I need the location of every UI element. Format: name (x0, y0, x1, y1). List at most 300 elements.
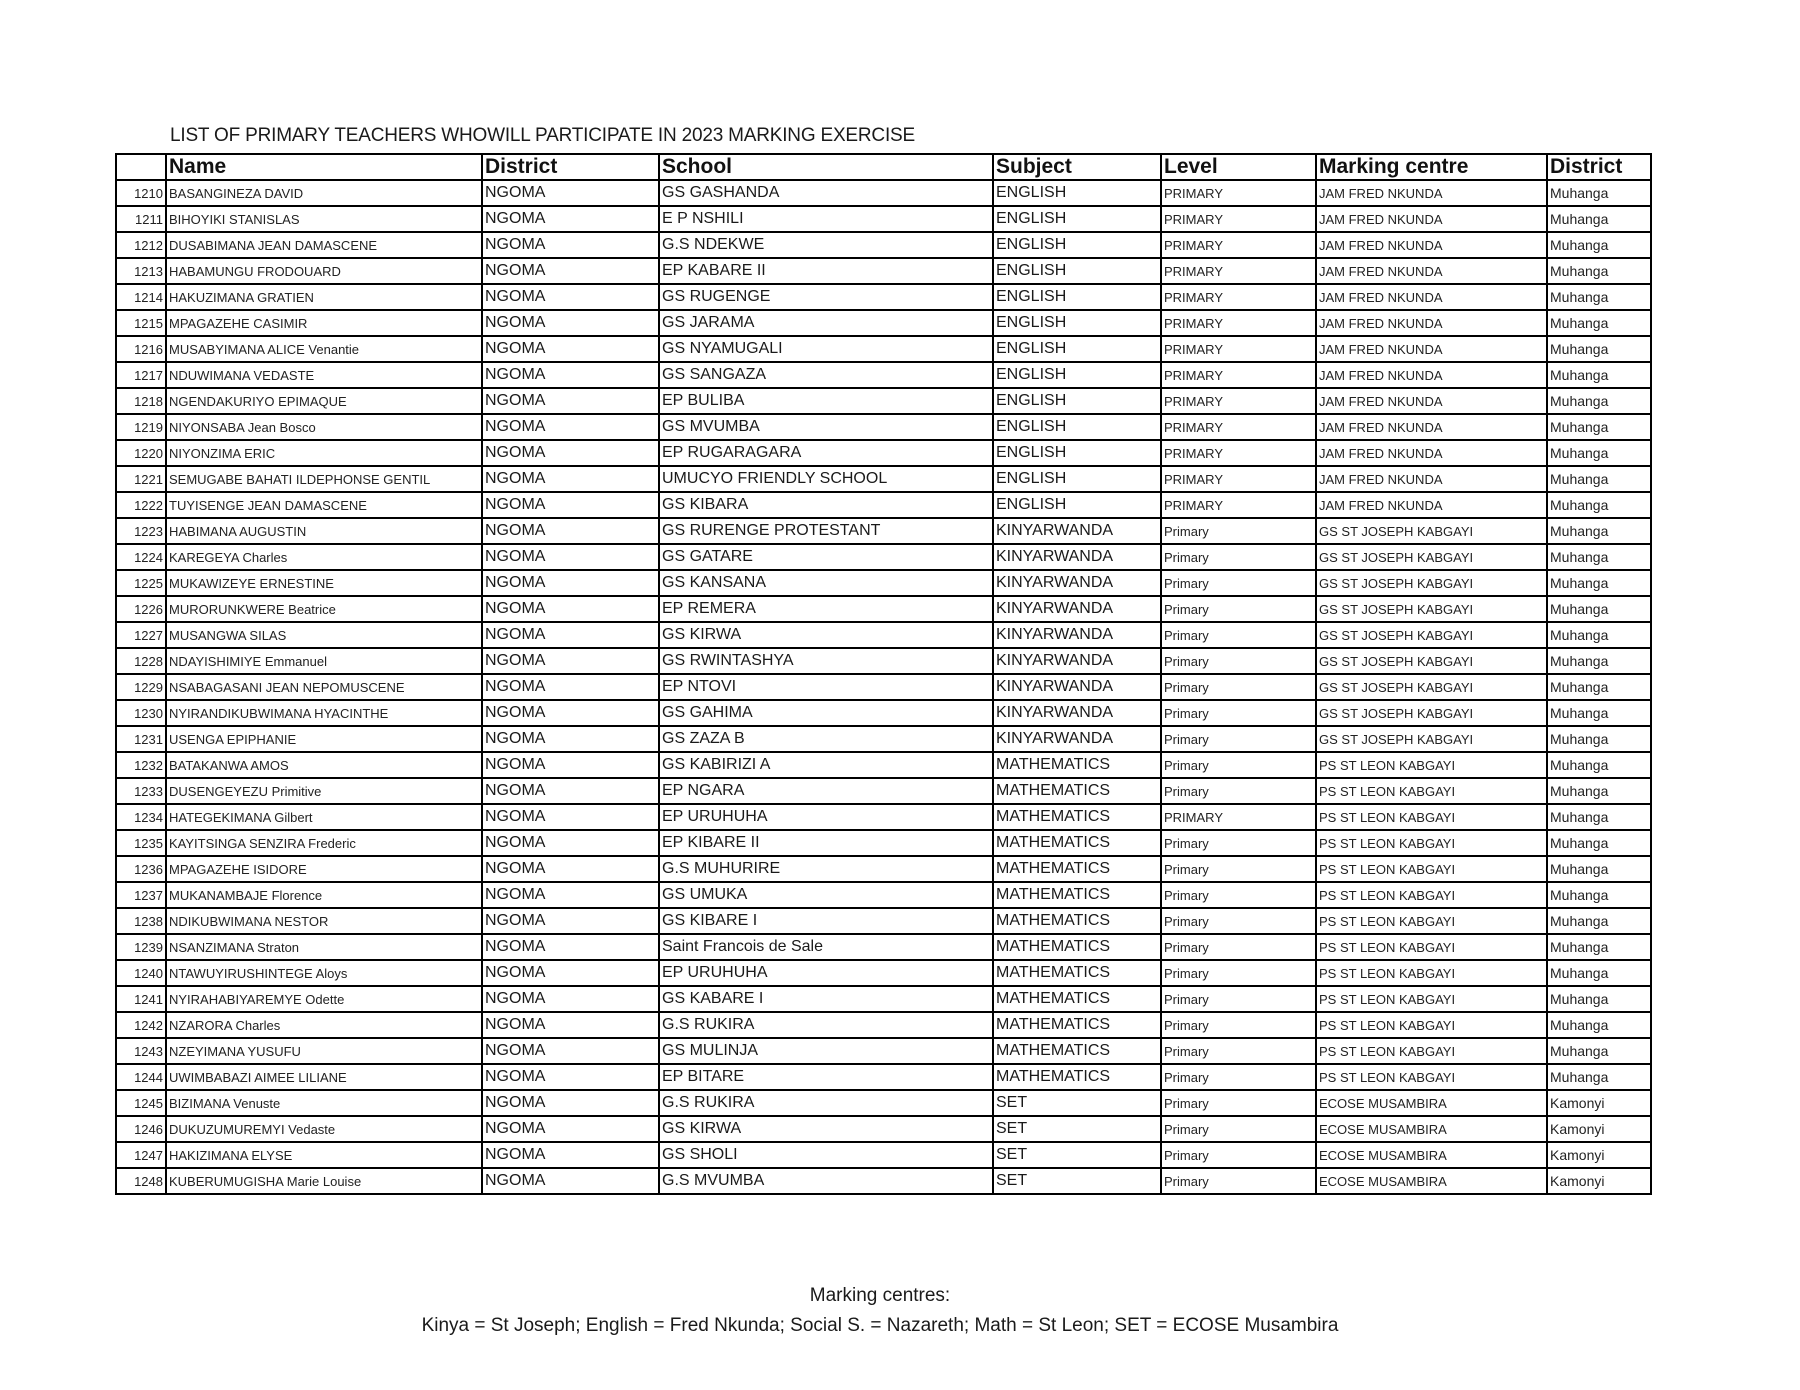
cell-district: NGOMA (482, 986, 659, 1012)
cell-row-number: 1220 (116, 440, 166, 466)
cell-name: MUSANGWA SILAS (166, 622, 482, 648)
cell-marking-centre: ECOSE MUSAMBIRA (1316, 1168, 1547, 1194)
cell-marking-centre: JAM FRED NKUNDA (1316, 258, 1547, 284)
cell-district: NGOMA (482, 466, 659, 492)
cell-level: PRIMARY (1161, 336, 1316, 362)
table-row (116, 284, 1651, 310)
cell-school: GS SHOLI (659, 1142, 993, 1168)
cell-marking-centre: PS ST LEON KABGAYI (1316, 960, 1547, 986)
table-row (116, 1168, 1651, 1194)
cell-marking-centre: GS ST JOSEPH KABGAYI (1316, 648, 1547, 674)
cell-district: NGOMA (482, 934, 659, 960)
cell-level: Primary (1161, 882, 1316, 908)
cell-subject: MATHEMATICS (993, 986, 1161, 1012)
cell-district: NGOMA (482, 1038, 659, 1064)
cell-row-number: 1226 (116, 596, 166, 622)
cell-marking-centre: JAM FRED NKUNDA (1316, 310, 1547, 336)
cell-school: Saint Francois de Sale (659, 934, 993, 960)
cell-name: NYIRAHABIYAREMYE Odette (166, 986, 482, 1012)
cell-name: HAKUZIMANA GRATIEN (166, 284, 482, 310)
footer-heading: Marking centres: (809, 1285, 951, 1306)
cell-level: PRIMARY (1161, 310, 1316, 336)
cell-subject: MATHEMATICS (993, 960, 1161, 986)
cell-school: GS MULINJA (659, 1038, 993, 1064)
table-row (116, 570, 1651, 596)
cell-row-number: 1237 (116, 882, 166, 908)
cell-school: EP NGARA (659, 778, 993, 804)
cell-centre-district: Muhanga (1547, 310, 1651, 336)
cell-subject: MATHEMATICS (993, 778, 1161, 804)
cell-level: PRIMARY (1161, 804, 1316, 830)
cell-level: PRIMARY (1161, 284, 1316, 310)
table-row (116, 674, 1651, 700)
cell-centre-district: Muhanga (1547, 882, 1651, 908)
cell-level: Primary (1161, 518, 1316, 544)
cell-district: NGOMA (482, 804, 659, 830)
cell-district: NGOMA (482, 206, 659, 232)
table-row (116, 1038, 1651, 1064)
cell-district: NGOMA (482, 1116, 659, 1142)
cell-centre-district: Muhanga (1547, 466, 1651, 492)
cell-level: PRIMARY (1161, 492, 1316, 518)
cell-level: Primary (1161, 726, 1316, 752)
header-centre-district: District (1547, 154, 1651, 180)
table-row (116, 310, 1651, 336)
cell-name: MPAGAZEHE CASIMIR (166, 310, 482, 336)
cell-level: Primary (1161, 1090, 1316, 1116)
cell-subject: KINYARWANDA (993, 674, 1161, 700)
cell-row-number: 1242 (116, 1012, 166, 1038)
cell-centre-district: Muhanga (1547, 570, 1651, 596)
cell-school: GS UMUKA (659, 882, 993, 908)
cell-row-number: 1212 (116, 232, 166, 258)
cell-centre-district: Muhanga (1547, 674, 1651, 700)
cell-subject: KINYARWANDA (993, 622, 1161, 648)
cell-name: NDUWIMANA VEDASTE (166, 362, 482, 388)
cell-marking-centre: PS ST LEON KABGAYI (1316, 856, 1547, 882)
cell-name: HABAMUNGU FRODOUARD (166, 258, 482, 284)
cell-marking-centre: GS ST JOSEPH KABGAYI (1316, 544, 1547, 570)
table-row (116, 908, 1651, 934)
cell-school: GS SANGAZA (659, 362, 993, 388)
cell-row-number: 1218 (116, 388, 166, 414)
cell-name: NDAYISHIMIYE Emmanuel (166, 648, 482, 674)
cell-school: GS KABIRIZI A (659, 752, 993, 778)
cell-district: NGOMA (482, 596, 659, 622)
cell-subject: SET (993, 1116, 1161, 1142)
cell-row-number: 1240 (116, 960, 166, 986)
cell-marking-centre: GS ST JOSEPH KABGAYI (1316, 674, 1547, 700)
table-row (116, 336, 1651, 362)
cell-subject: ENGLISH (993, 180, 1161, 206)
cell-marking-centre: GS ST JOSEPH KABGAYI (1316, 570, 1547, 596)
cell-subject: MATHEMATICS (993, 934, 1161, 960)
cell-school: GS KIBARA (659, 492, 993, 518)
cell-row-number: 1222 (116, 492, 166, 518)
cell-marking-centre: JAM FRED NKUNDA (1316, 336, 1547, 362)
cell-district: NGOMA (482, 1090, 659, 1116)
cell-centre-district: Kamonyi (1547, 1116, 1651, 1142)
cell-centre-district: Muhanga (1547, 986, 1651, 1012)
cell-school: EP REMERA (659, 596, 993, 622)
cell-level: PRIMARY (1161, 440, 1316, 466)
cell-name: DUSENGEYEZU Primitive (166, 778, 482, 804)
cell-subject: MATHEMATICS (993, 908, 1161, 934)
cell-name: NDIKUBWIMANA NESTOR (166, 908, 482, 934)
cell-centre-district: Muhanga (1547, 622, 1651, 648)
cell-row-number: 1238 (116, 908, 166, 934)
cell-level: Primary (1161, 674, 1316, 700)
cell-centre-district: Muhanga (1547, 752, 1651, 778)
cell-row-number: 1233 (116, 778, 166, 804)
cell-school: GS MVUMBA (659, 414, 993, 440)
cell-district: NGOMA (482, 960, 659, 986)
cell-row-number: 1213 (116, 258, 166, 284)
cell-row-number: 1221 (116, 466, 166, 492)
cell-subject: SET (993, 1142, 1161, 1168)
cell-school: G.S MUHURIRE (659, 856, 993, 882)
cell-subject: KINYARWANDA (993, 570, 1161, 596)
cell-subject: ENGLISH (993, 388, 1161, 414)
cell-district: NGOMA (482, 284, 659, 310)
table-row (116, 232, 1651, 258)
table-row (116, 752, 1651, 778)
cell-subject: KINYARWANDA (993, 726, 1161, 752)
cell-subject: KINYARWANDA (993, 518, 1161, 544)
cell-subject: KINYARWANDA (993, 700, 1161, 726)
table-row (116, 1116, 1651, 1142)
cell-district: NGOMA (482, 570, 659, 596)
cell-centre-district: Muhanga (1547, 1012, 1651, 1038)
cell-level: Primary (1161, 1012, 1316, 1038)
cell-subject: MATHEMATICS (993, 1012, 1161, 1038)
cell-name: NGENDAKURIYO EPIMAQUE (166, 388, 482, 414)
cell-subject: SET (993, 1090, 1161, 1116)
table-row (116, 700, 1651, 726)
cell-name: BASANGINEZA DAVID (166, 180, 482, 206)
cell-subject: SET (993, 1168, 1161, 1194)
cell-name: KAYITSINGA SENZIRA Frederic (166, 830, 482, 856)
cell-name: USENGA EPIPHANIE (166, 726, 482, 752)
cell-marking-centre: ECOSE MUSAMBIRA (1316, 1116, 1547, 1142)
cell-row-number: 1223 (116, 518, 166, 544)
cell-name: DUKUZUMUREMYI Vedaste (166, 1116, 482, 1142)
header-name: Name (166, 154, 482, 180)
cell-district: NGOMA (482, 518, 659, 544)
cell-subject: MATHEMATICS (993, 752, 1161, 778)
cell-name: HABIMANA AUGUSTIN (166, 518, 482, 544)
cell-school: GS RUGENGE (659, 284, 993, 310)
cell-district: NGOMA (482, 440, 659, 466)
cell-subject: MATHEMATICS (993, 804, 1161, 830)
cell-marking-centre: JAM FRED NKUNDA (1316, 492, 1547, 518)
cell-marking-centre: PS ST LEON KABGAYI (1316, 882, 1547, 908)
cell-marking-centre: PS ST LEON KABGAYI (1316, 1012, 1547, 1038)
cell-school: GS KANSANA (659, 570, 993, 596)
cell-name: KAREGEYA Charles (166, 544, 482, 570)
cell-row-number: 1224 (116, 544, 166, 570)
cell-school: GS KIRWA (659, 1116, 993, 1142)
cell-centre-district: Muhanga (1547, 726, 1651, 752)
cell-row-number: 1231 (116, 726, 166, 752)
cell-row-number: 1215 (116, 310, 166, 336)
cell-level: Primary (1161, 544, 1316, 570)
cell-centre-district: Muhanga (1547, 492, 1651, 518)
table-body (116, 180, 1651, 1194)
cell-district: NGOMA (482, 388, 659, 414)
cell-school: GS RURENGE PROTESTANT (659, 518, 993, 544)
cell-subject: MATHEMATICS (993, 830, 1161, 856)
cell-row-number: 1232 (116, 752, 166, 778)
cell-district: NGOMA (482, 752, 659, 778)
cell-level: Primary (1161, 648, 1316, 674)
cell-district: NGOMA (482, 310, 659, 336)
table-row (116, 1142, 1651, 1168)
cell-marking-centre: JAM FRED NKUNDA (1316, 466, 1547, 492)
cell-centre-district: Muhanga (1547, 778, 1651, 804)
cell-district: NGOMA (482, 830, 659, 856)
cell-centre-district: Muhanga (1547, 856, 1651, 882)
cell-row-number: 1239 (116, 934, 166, 960)
cell-name: NIYONSABA Jean Bosco (166, 414, 482, 440)
cell-marking-centre: GS ST JOSEPH KABGAYI (1316, 622, 1547, 648)
cell-district: NGOMA (482, 492, 659, 518)
cell-level: Primary (1161, 1116, 1316, 1142)
cell-level: PRIMARY (1161, 362, 1316, 388)
cell-marking-centre: JAM FRED NKUNDA (1316, 180, 1547, 206)
table-row (116, 726, 1651, 752)
cell-district: NGOMA (482, 1168, 659, 1194)
cell-subject: KINYARWANDA (993, 544, 1161, 570)
cell-subject: MATHEMATICS (993, 882, 1161, 908)
table-row (116, 830, 1651, 856)
cell-row-number: 1210 (116, 180, 166, 206)
table-row (116, 388, 1651, 414)
cell-school: E P NSHILI (659, 206, 993, 232)
cell-centre-district: Muhanga (1547, 388, 1651, 414)
cell-level: Primary (1161, 934, 1316, 960)
cell-name: MUKANAMBAJE Florence (166, 882, 482, 908)
cell-marking-centre: JAM FRED NKUNDA (1316, 284, 1547, 310)
cell-row-number: 1236 (116, 856, 166, 882)
cell-subject: ENGLISH (993, 206, 1161, 232)
cell-marking-centre: GS ST JOSEPH KABGAYI (1316, 596, 1547, 622)
cell-centre-district: Muhanga (1547, 544, 1651, 570)
table-row (116, 440, 1651, 466)
cell-marking-centre: ECOSE MUSAMBIRA (1316, 1142, 1547, 1168)
cell-school: EP URUHUHA (659, 804, 993, 830)
cell-subject: ENGLISH (993, 284, 1161, 310)
cell-row-number: 1234 (116, 804, 166, 830)
cell-district: NGOMA (482, 362, 659, 388)
header-subject: Subject (993, 154, 1161, 180)
cell-school: GS KIRWA (659, 622, 993, 648)
cell-row-number: 1244 (116, 1064, 166, 1090)
table-row (116, 596, 1651, 622)
cell-level: Primary (1161, 570, 1316, 596)
cell-marking-centre: GS ST JOSEPH KABGAYI (1316, 518, 1547, 544)
cell-marking-centre: ECOSE MUSAMBIRA (1316, 1090, 1547, 1116)
cell-subject: MATHEMATICS (993, 856, 1161, 882)
cell-marking-centre: JAM FRED NKUNDA (1316, 414, 1547, 440)
cell-level: Primary (1161, 1064, 1316, 1090)
cell-marking-centre: GS ST JOSEPH KABGAYI (1316, 726, 1547, 752)
cell-level: Primary (1161, 856, 1316, 882)
cell-school: G.S MVUMBA (659, 1168, 993, 1194)
cell-name: TUYISENGE JEAN DAMASCENE (166, 492, 482, 518)
cell-level: PRIMARY (1161, 258, 1316, 284)
cell-row-number: 1211 (116, 206, 166, 232)
table-row (116, 934, 1651, 960)
cell-row-number: 1228 (116, 648, 166, 674)
cell-subject: ENGLISH (993, 310, 1161, 336)
cell-district: NGOMA (482, 544, 659, 570)
header-marking-centre: Marking centre (1316, 154, 1547, 180)
cell-marking-centre: GS ST JOSEPH KABGAYI (1316, 700, 1547, 726)
cell-centre-district: Muhanga (1547, 1064, 1651, 1090)
cell-subject: ENGLISH (993, 414, 1161, 440)
cell-marking-centre: JAM FRED NKUNDA (1316, 440, 1547, 466)
cell-subject: ENGLISH (993, 258, 1161, 284)
cell-school: GS KIBARE I (659, 908, 993, 934)
cell-centre-district: Kamonyi (1547, 1142, 1651, 1168)
cell-district: NGOMA (482, 882, 659, 908)
cell-district: NGOMA (482, 648, 659, 674)
table-row (116, 362, 1651, 388)
cell-name: MPAGAZEHE ISIDORE (166, 856, 482, 882)
cell-district: NGOMA (482, 674, 659, 700)
cell-level: Primary (1161, 1142, 1316, 1168)
cell-level: Primary (1161, 1168, 1316, 1194)
cell-school: GS GATARE (659, 544, 993, 570)
table-row (116, 492, 1651, 518)
cell-centre-district: Muhanga (1547, 596, 1651, 622)
table-row (116, 258, 1651, 284)
cell-centre-district: Muhanga (1547, 830, 1651, 856)
cell-row-number: 1217 (116, 362, 166, 388)
cell-level: PRIMARY (1161, 466, 1316, 492)
cell-row-number: 1245 (116, 1090, 166, 1116)
cell-name: MURORUNKWERE Beatrice (166, 596, 482, 622)
cell-marking-centre: PS ST LEON KABGAYI (1316, 1064, 1547, 1090)
cell-level: Primary (1161, 830, 1316, 856)
cell-centre-district: Muhanga (1547, 232, 1651, 258)
cell-district: NGOMA (482, 336, 659, 362)
cell-marking-centre: JAM FRED NKUNDA (1316, 232, 1547, 258)
table-row (116, 648, 1651, 674)
cell-marking-centre: PS ST LEON KABGAYI (1316, 830, 1547, 856)
cell-marking-centre: PS ST LEON KABGAYI (1316, 778, 1547, 804)
cell-row-number: 1243 (116, 1038, 166, 1064)
cell-centre-district: Muhanga (1547, 284, 1651, 310)
cell-district: NGOMA (482, 1142, 659, 1168)
cell-row-number: 1229 (116, 674, 166, 700)
cell-level: Primary (1161, 700, 1316, 726)
cell-name: NZEYIMANA YUSUFU (166, 1038, 482, 1064)
cell-level: Primary (1161, 986, 1316, 1012)
cell-centre-district: Muhanga (1547, 1038, 1651, 1064)
cell-row-number: 1230 (116, 700, 166, 726)
cell-name: DUSABIMANA JEAN DAMASCENE (166, 232, 482, 258)
cell-marking-centre: PS ST LEON KABGAYI (1316, 804, 1547, 830)
cell-marking-centre: PS ST LEON KABGAYI (1316, 752, 1547, 778)
cell-name: BIZIMANA Venuste (166, 1090, 482, 1116)
cell-level: PRIMARY (1161, 414, 1316, 440)
cell-subject: ENGLISH (993, 232, 1161, 258)
cell-school: UMUCYO FRIENDLY SCHOOL (659, 466, 993, 492)
cell-name: KUBERUMUGISHA Marie Louise (166, 1168, 482, 1194)
table-row (116, 466, 1651, 492)
cell-row-number: 1225 (116, 570, 166, 596)
cell-district: NGOMA (482, 700, 659, 726)
table-row (116, 778, 1651, 804)
cell-centre-district: Muhanga (1547, 518, 1651, 544)
cell-school: EP KABARE II (659, 258, 993, 284)
cell-school: EP URUHUHA (659, 960, 993, 986)
cell-school: G.S NDEKWE (659, 232, 993, 258)
cell-subject: MATHEMATICS (993, 1038, 1161, 1064)
cell-level: Primary (1161, 778, 1316, 804)
cell-level: Primary (1161, 752, 1316, 778)
cell-level: Primary (1161, 596, 1316, 622)
cell-centre-district: Muhanga (1547, 414, 1651, 440)
cell-centre-district: Muhanga (1547, 206, 1651, 232)
cell-name: NYIRANDIKUBWIMANA HYACINTHE (166, 700, 482, 726)
cell-district: NGOMA (482, 622, 659, 648)
cell-school: EP NTOVI (659, 674, 993, 700)
cell-centre-district: Muhanga (1547, 700, 1651, 726)
cell-level: PRIMARY (1161, 388, 1316, 414)
cell-level: PRIMARY (1161, 232, 1316, 258)
cell-school: GS GAHIMA (659, 700, 993, 726)
cell-centre-district: Muhanga (1547, 960, 1651, 986)
cell-marking-centre: PS ST LEON KABGAYI (1316, 934, 1547, 960)
cell-marking-centre: PS ST LEON KABGAYI (1316, 908, 1547, 934)
cell-school: EP BULIBA (659, 388, 993, 414)
cell-level: Primary (1161, 908, 1316, 934)
cell-name: BATAKANWA AMOS (166, 752, 482, 778)
cell-centre-district: Kamonyi (1547, 1090, 1651, 1116)
cell-district: NGOMA (482, 232, 659, 258)
cell-school: GS KABARE I (659, 986, 993, 1012)
table-row (116, 960, 1651, 986)
cell-row-number: 1227 (116, 622, 166, 648)
table-row (116, 1064, 1651, 1090)
cell-level: Primary (1161, 1038, 1316, 1064)
cell-centre-district: Muhanga (1547, 804, 1651, 830)
table-row (116, 414, 1651, 440)
document-title: LIST OF PRIMARY TEACHERS WHOWILL PARTICIPATE IN 2023 MARKING EXERCISE (170, 125, 915, 146)
cell-marking-centre: JAM FRED NKUNDA (1316, 206, 1547, 232)
cell-district: NGOMA (482, 778, 659, 804)
cell-school: GS RWINTASHYA (659, 648, 993, 674)
cell-district: NGOMA (482, 1064, 659, 1090)
cell-district: NGOMA (482, 726, 659, 752)
cell-school: EP RUGARAGARA (659, 440, 993, 466)
teachers-table (115, 153, 1652, 1195)
header-level: Level (1161, 154, 1316, 180)
table-row (116, 180, 1651, 206)
cell-school: G.S RUKIRA (659, 1012, 993, 1038)
cell-row-number: 1248 (116, 1168, 166, 1194)
cell-district: NGOMA (482, 414, 659, 440)
cell-level: Primary (1161, 960, 1316, 986)
table-row (116, 206, 1651, 232)
cell-name: HAKIZIMANA ELYSE (166, 1142, 482, 1168)
cell-subject: ENGLISH (993, 466, 1161, 492)
cell-name: HATEGEKIMANA Gilbert (166, 804, 482, 830)
cell-name: NSANZIMANA Straton (166, 934, 482, 960)
